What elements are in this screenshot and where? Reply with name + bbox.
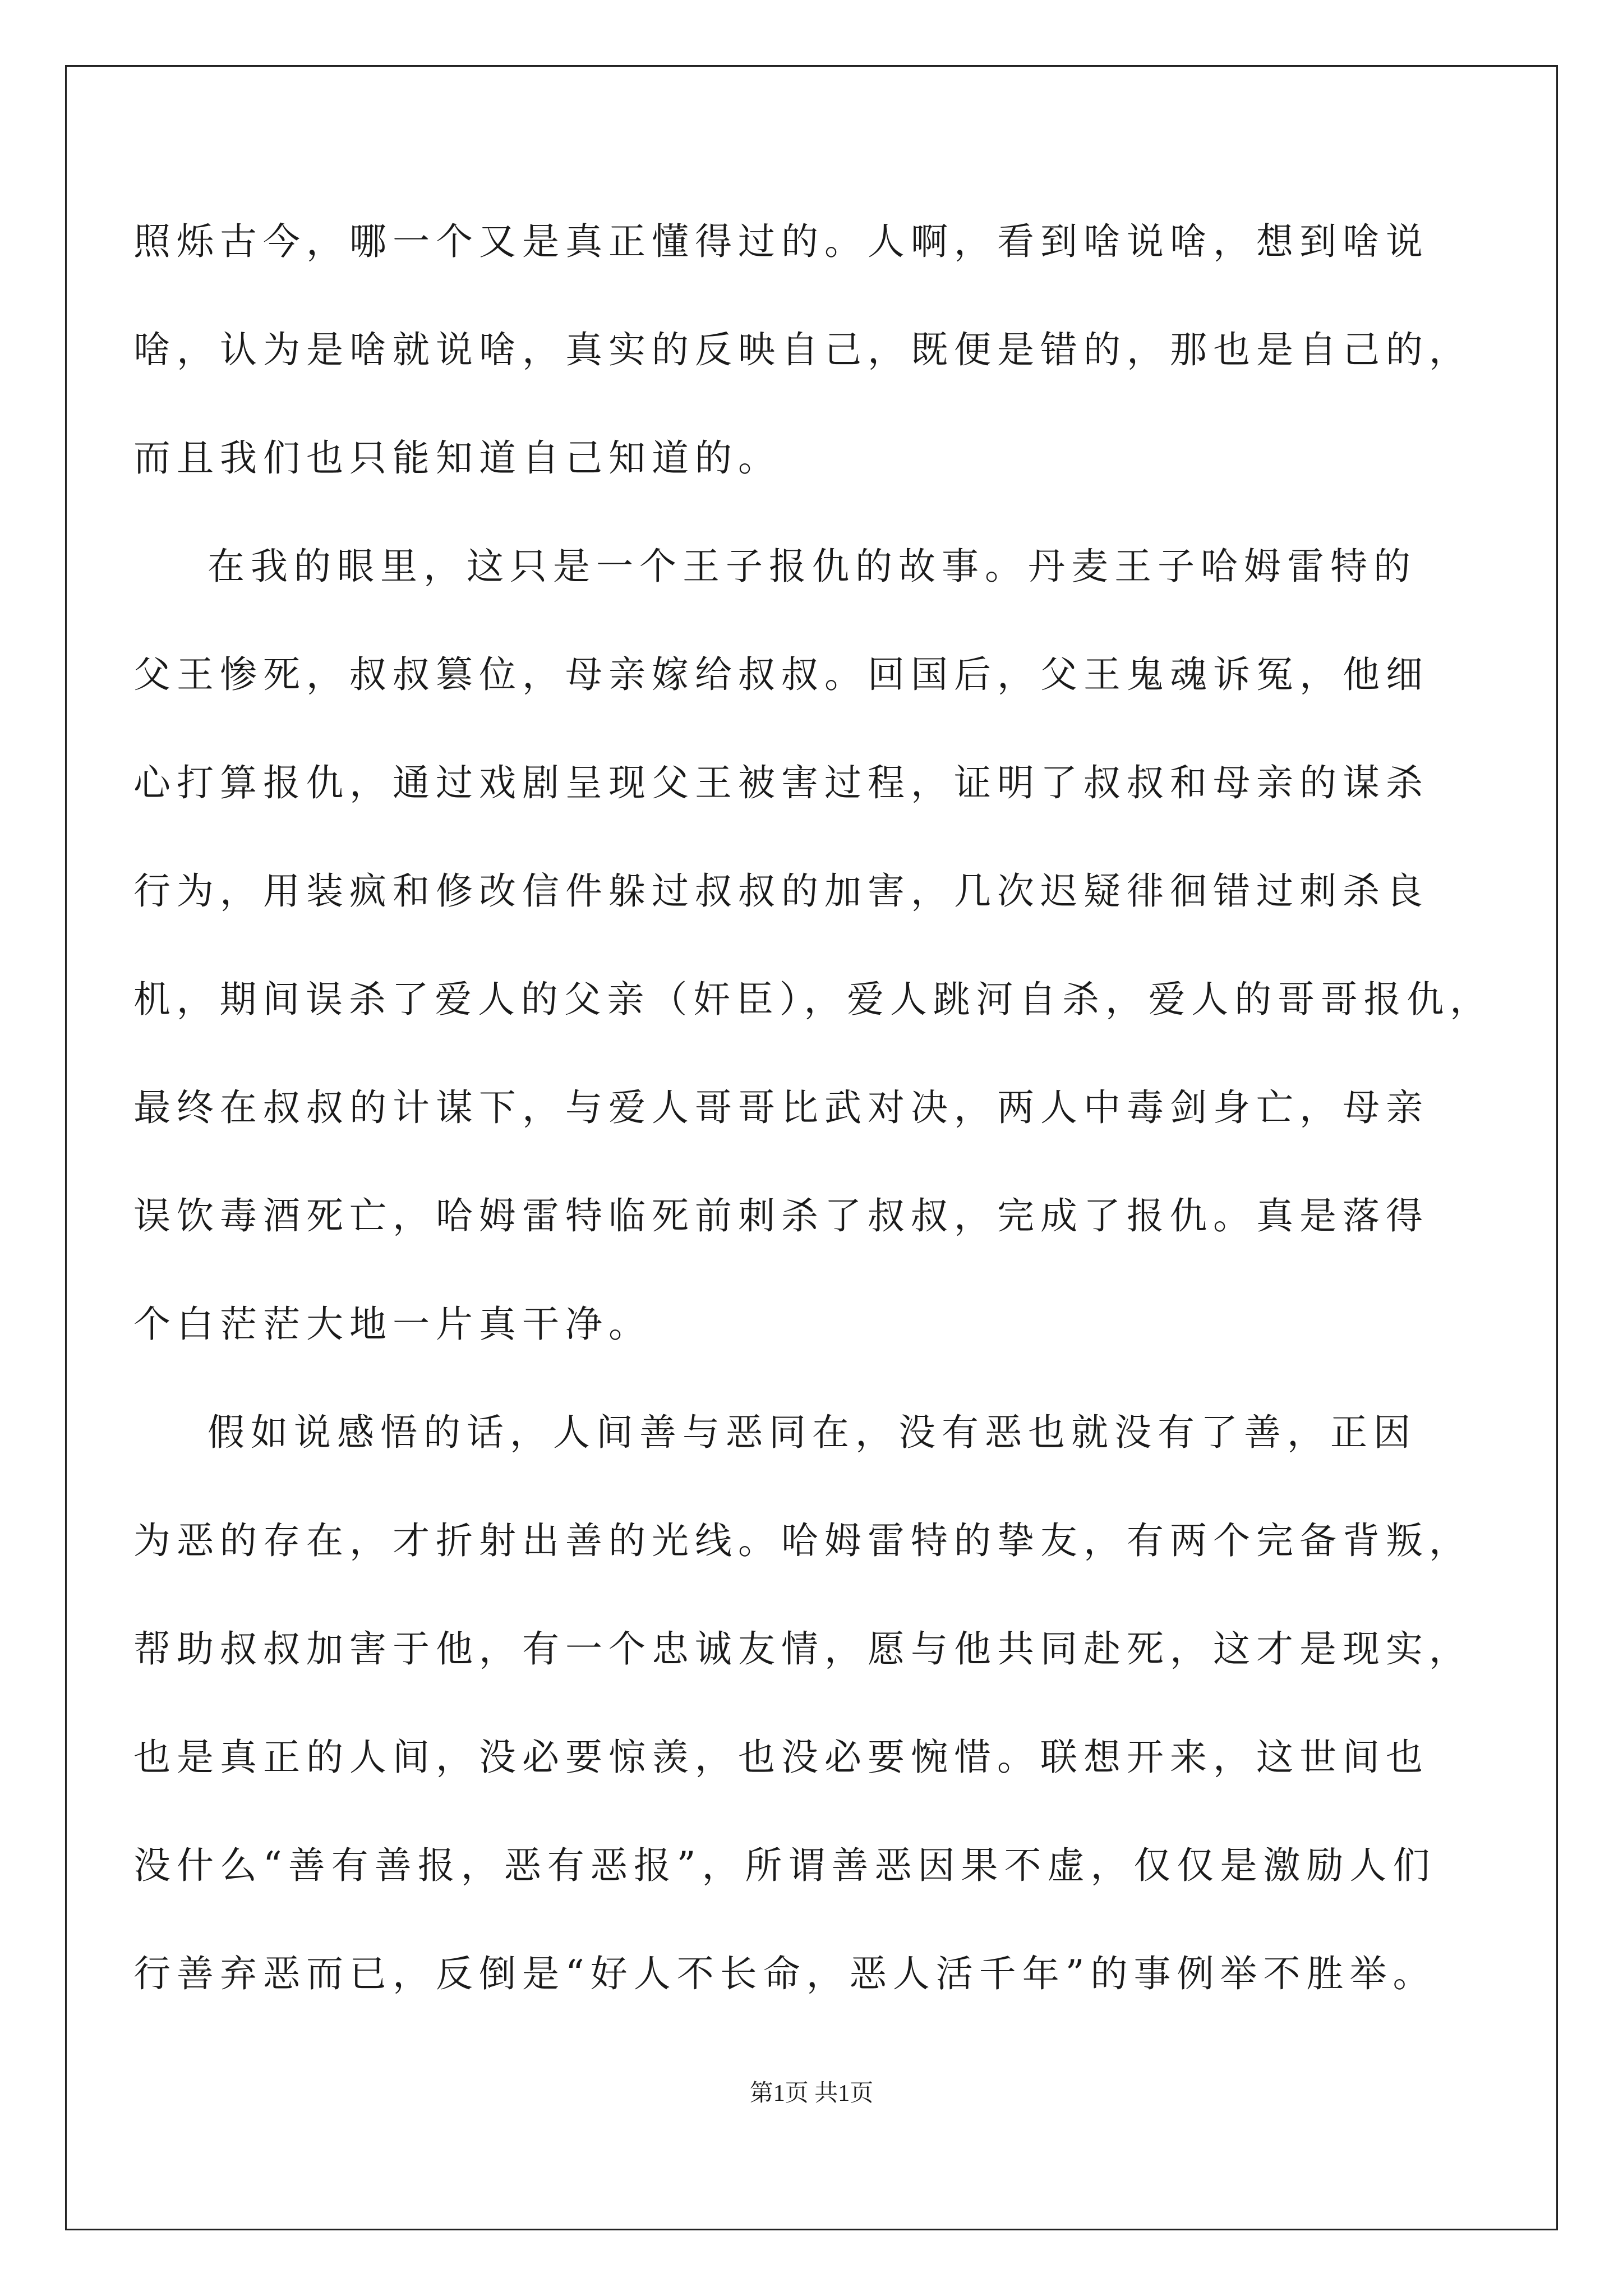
paragraph-2-line-5: 机，期间误杀了爱人的父亲（奸臣），爱人跳河自杀，爱人的哥哥报仇， [133,978,1493,1021]
paragraph-1-line-3: 而且我们也只能知道自己知道的。 [133,436,781,480]
paragraph-3-line-4: 也是真正的人间，没必要惊羡，也没必要惋惜。联想开来，这世间也 [133,1736,1429,1779]
paragraph-3-line-3: 帮助叔叔加害于他，有一个忠诚友情，愿与他共同赴死，这才是现实， [133,1627,1472,1671]
paragraph-1-line-1: 照烁古今，哪一个又是真正懂得过的。人啊，看到啥说啥，想到啥说 [133,220,1429,263]
paragraph-3-line-2: 为恶的存在，才折射出善的光线。哈姆雷特的挚友，有两个完备背叛， [133,1519,1472,1562]
paragraph-2-line-8: 个白茫茫大地一片真干净。 [133,1303,652,1346]
page-border [65,65,1558,2230]
paragraph-2-line-4: 行为，用装疯和修改信件躲过叔叔的加害，几次迟疑徘徊错过刺杀良 [133,869,1429,913]
paragraph-3-line-6: 行善弃恶而已，反倒是“好人不长命，恶人活千年”的事例举不胜举。 [133,1952,1436,1995]
paragraph-2-line-7: 误饮毒酒死亡，哈姆雷特临死前刺杀了叔叔，完成了报仇。真是落得 [133,1194,1429,1237]
paragraph-1-line-2: 啥，认为是啥就说啥，真实的反映自己，既便是错的，那也是自己的， [133,328,1472,371]
paragraph-2-line-3: 心打算报仇，通过戏剧呈现父王被害过程，证明了叔叔和母亲的谋杀 [133,761,1429,804]
paragraph-3-line-5: 没什么“善有善报，恶有恶报”，所谓善恶因果不虚，仅仅是激励人们 [133,1844,1436,1887]
paragraph-3-line-1: 假如说感悟的话，人间善与恶同在，没有恶也就没有了善，正因 [208,1411,1417,1454]
page-number-footer: 第1页 共1页 [749,2081,874,2106]
paragraph-2-line-2: 父王惨死，叔叔篡位，母亲嫁给叔叔。回国后，父王鬼魂诉冤，他细 [133,653,1429,696]
paragraph-2-line-1: 在我的眼里，这只是一个王子报仇的故事。丹麦王子哈姆雷特的 [208,545,1417,588]
paragraph-2-line-6: 最终在叔叔的计谋下，与爱人哥哥比武对决，两人中毒剑身亡，母亲 [133,1086,1429,1129]
